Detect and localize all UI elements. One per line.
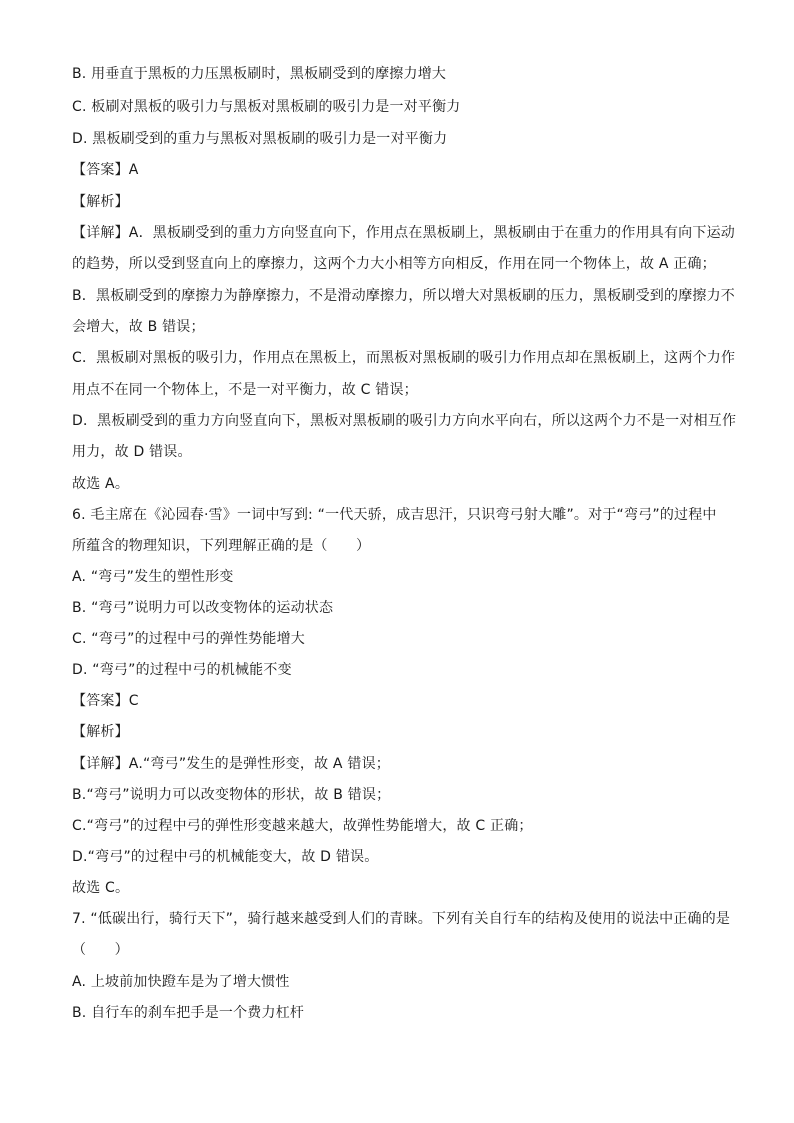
q5-analysis-heading: 【解析】 (72, 194, 129, 210)
q6-selection: 故选 C。 (72, 880, 130, 896)
q5-detail-line: 的趋势，所以受到竖直向上的摩擦力，这两个力大小相等方向相反，作用在同一个物体上，故 A 正确； (72, 256, 716, 272)
q5-answer: 【答案】A (72, 162, 139, 178)
q5-detail-line: C．黑板刷对黑板的吸引力，作用点在黑板上，而黑板对黑板刷的吸引力作用点却在黑板刷上，这两个力作 (72, 350, 736, 366)
q5-detail-line: D．黑板刷受到的重力方向竖直向下，黑板对黑板刷的吸引力方向水平向右，所以这两个力不是一对相互作 (72, 413, 737, 429)
q6-option-b: B. “弯弓”说明力可以改变物体的运动状态 (72, 600, 334, 616)
q7-stem-line: （ ） (72, 942, 129, 958)
q6-answer: 【答案】C (72, 693, 139, 709)
q6-stem-line: 6. 毛主席在《沁园春·雪》一词中写到: “一代天骄，成吉思汗，只识弯弓射大雕”。对于“弯弓”的过程中 (72, 507, 717, 523)
q5-selection: 故选 A。 (72, 476, 130, 492)
q5-detail-line: 用力，故 D 错误。 (72, 444, 192, 460)
q5-option-d: D. 黑板刷受到的重力与黑板对黑板刷的吸引力是一对平衡力 (72, 131, 448, 147)
q7-option-a: A. 上坡前加快蹬车是为了增大惯性 (72, 974, 290, 990)
q6-option-a: A. “弯弓”发生的塑性形变 (72, 569, 234, 585)
q5-option-b: B. 用垂直于黑板的力压黑板刷时，黑板刷受到的摩擦力增大 (72, 66, 447, 82)
q6-stem-line: 所蕴含的物理知识，下列理解正确的是（ ） (72, 538, 371, 554)
q7-stem-line: 7. “低碳出行，骑行天下”，骑行越来越受到人们的青睐。下列有关自行车的结构及使用的说法中正确的是 (72, 911, 731, 927)
q6-detail-line: B.“弯弓”说明力可以改变物体的形状，故 B 错误； (72, 787, 391, 803)
q5-option-c: C. 板刷对黑板的吸引力与黑板对黑板刷的吸引力是一对平衡力 (72, 99, 461, 115)
q6-detail-line: C.“弯弓”的过程中弓的弹性形变越来越大，故弹性势能增大，故 C 正确； (72, 818, 533, 834)
q6-option-c: C. “弯弓”的过程中弓的弹性势能增大 (72, 631, 305, 647)
q5-detail-line: 用点不在同一个物体上，不是一对平衡力，故 C 错误； (72, 382, 418, 398)
q6-detail-line: D.“弯弓”的过程中弓的机械能变大，故 D 错误。 (72, 849, 379, 865)
q5-detail-line: 【详解】A．黑板刷受到的重力方向竖直向下，作用点在黑板刷上，黑板刷由于在重力的作用具有向下运动 (72, 225, 735, 241)
q6-detail-line: 【详解】A.“弯弓”发生的是弹性形变，故 A 错误； (72, 756, 390, 772)
q5-detail-line: B．黑板刷受到的摩擦力为静摩擦力，不是滑动摩擦力，所以增大对黑板刷的压力，黑板刷受到的摩擦力不 (72, 288, 736, 304)
q6-option-d: D. “弯弓”的过程中弓的机械能不变 (72, 662, 292, 678)
q5-detail-line: 会增大，故 B 错误； (72, 319, 205, 335)
q6-analysis-heading: 【解析】 (72, 724, 129, 740)
q7-option-b: B. 自行车的刹车把手是一个费力杠杆 (72, 1005, 305, 1021)
